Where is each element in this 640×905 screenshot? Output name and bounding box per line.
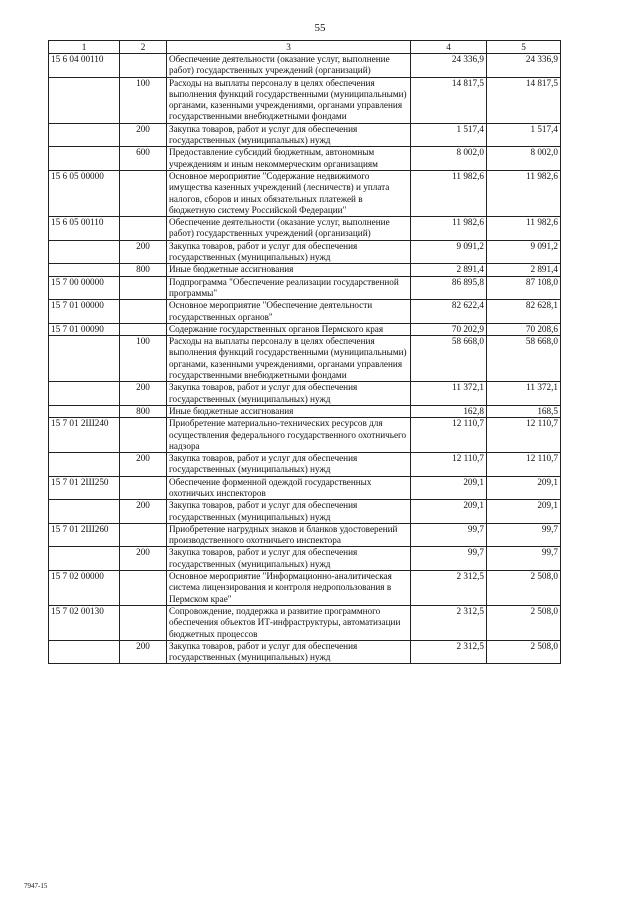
header-row [49, 41, 561, 54]
expense-type-cell: 200 [120, 382, 167, 406]
header-col-4: 4 [411, 41, 487, 54]
amount-year-2-cell: 14 817,5 [487, 77, 561, 123]
amount-year-2-cell: 2 508,0 [487, 640, 561, 664]
item-name-cell: Закупка товаров, работ и услуг для обеспечения государственных (муниципальных) нужд [167, 240, 411, 264]
amount-year-1-cell: 24 336,9 [411, 54, 487, 78]
amount-year-2-cell: 82 628,1 [487, 300, 561, 324]
target-code-cell [49, 123, 120, 147]
expense-type-cell [120, 300, 167, 324]
expense-type-cell: 200 [120, 453, 167, 477]
amount-year-2-cell: 12 110,7 [487, 418, 561, 453]
table-header [49, 41, 561, 54]
amount-year-1-cell: 14 817,5 [411, 77, 487, 123]
target-code-cell: 15 7 02 00130 [49, 605, 120, 640]
amount-year-1-cell: 99,7 [411, 547, 487, 571]
budget-table [48, 40, 561, 664]
target-code-cell [49, 240, 120, 264]
table-row [49, 382, 561, 406]
page-number: 55 [314, 22, 326, 34]
item-name-cell: Расходы на выплаты персоналу в целях обеспечения выполнения функций государственными (муниципальными) органами, казенными учреждениями, органами управления государственными внебюджетными фондами [167, 336, 411, 382]
amount-year-2-cell: 209,1 [487, 500, 561, 524]
amount-year-1-cell: 2 312,5 [411, 640, 487, 664]
expense-type-cell [120, 418, 167, 453]
expense-type-cell: 800 [120, 405, 167, 417]
target-code-cell [49, 547, 120, 571]
item-name-cell: Закупка товаров, работ и услуг для обеспечения государственных (муниципальных) нужд [167, 382, 411, 406]
target-code-cell [49, 264, 120, 276]
target-code-cell [49, 500, 120, 524]
target-code-cell: 15 6 05 00110 [49, 217, 120, 241]
target-code-cell [49, 405, 120, 417]
amount-year-1-cell: 82 622,4 [411, 300, 487, 324]
item-name-cell: Обеспечение деятельности (оказание услуг, выполнение работ) государственных учреждений (организаций) [167, 54, 411, 78]
table-body [49, 54, 561, 664]
item-name-cell: Закупка товаров, работ и услуг для обеспечения государственных (муниципальных) нужд [167, 640, 411, 664]
amount-year-2-cell: 168,5 [487, 405, 561, 417]
amount-year-2-cell: 87 108,0 [487, 276, 561, 300]
amount-year-2-cell: 99,7 [487, 547, 561, 571]
amount-year-1-cell: 11 372,1 [411, 382, 487, 406]
item-name-cell: Приобретение материально-технических ресурсов для осуществления федерального государственного охотничьего надзора [167, 418, 411, 453]
item-name-cell: Обеспечение деятельности (оказание услуг, выполнение работ) государственных учреждений (организаций) [167, 217, 411, 241]
header-col-1: 1 [49, 41, 120, 54]
target-code-cell: 15 7 01 2Ш260 [49, 523, 120, 547]
amount-year-2-cell: 9 091,2 [487, 240, 561, 264]
expense-type-cell [120, 523, 167, 547]
table-row [49, 170, 561, 216]
expense-type-cell [120, 217, 167, 241]
table-row [49, 147, 561, 171]
table-row [49, 547, 561, 571]
header-col-2: 2 [120, 41, 167, 54]
target-code-cell: 15 6 04 00110 [49, 54, 120, 78]
table-row [49, 276, 561, 300]
target-code-cell: 15 7 01 00000 [49, 300, 120, 324]
table-row [49, 123, 561, 147]
table-row [49, 640, 561, 664]
item-name-cell: Иные бюджетные ассигнования [167, 405, 411, 417]
expense-type-cell: 200 [120, 500, 167, 524]
expense-type-cell [120, 605, 167, 640]
item-name-cell: Закупка товаров, работ и услуг для обеспечения государственных (муниципальных) нужд [167, 453, 411, 477]
expense-type-cell: 800 [120, 264, 167, 276]
item-name-cell: Приобретение нагрудных знаков и бланков удостоверений производственного охотничьего инспектора [167, 523, 411, 547]
table-row [49, 264, 561, 276]
table-row [49, 300, 561, 324]
amount-year-1-cell: 2 312,5 [411, 605, 487, 640]
table-row [49, 54, 561, 78]
expense-type-cell [120, 476, 167, 500]
amount-year-1-cell: 2 891,4 [411, 264, 487, 276]
target-code-cell: 15 7 01 2Ш240 [49, 418, 120, 453]
header-col-3: 3 [167, 41, 411, 54]
expense-type-cell: 100 [120, 336, 167, 382]
expense-type-cell: 100 [120, 77, 167, 123]
item-name-cell: Основное мероприятие "Обеспечение деятельности государственных органов" [167, 300, 411, 324]
amount-year-1-cell: 11 982,6 [411, 217, 487, 241]
table-row [49, 476, 561, 500]
item-name-cell: Закупка товаров, работ и услуг для обеспечения государственных (муниципальных) нужд [167, 123, 411, 147]
item-name-cell: Обеспечение форменной одеждой государственных охотничьих инспекторов [167, 476, 411, 500]
amount-year-2-cell: 2 508,0 [487, 605, 561, 640]
amount-year-2-cell: 1 517,4 [487, 123, 561, 147]
target-code-cell [49, 77, 120, 123]
amount-year-2-cell: 2 891,4 [487, 264, 561, 276]
table-row [49, 240, 561, 264]
target-code-cell [49, 336, 120, 382]
expense-type-cell [120, 323, 167, 335]
amount-year-2-cell: 70 208,6 [487, 323, 561, 335]
target-code-cell: 15 7 02 00000 [49, 571, 120, 606]
table-row [49, 453, 561, 477]
amount-year-1-cell: 58 668,0 [411, 336, 487, 382]
item-name-cell: Содержание государственных органов Пермского края [167, 323, 411, 335]
amount-year-2-cell: 8 002,0 [487, 147, 561, 171]
expense-type-cell: 200 [120, 240, 167, 264]
target-code-cell: 15 7 00 00000 [49, 276, 120, 300]
amount-year-2-cell: 12 110,7 [487, 453, 561, 477]
table-row [49, 323, 561, 335]
item-name-cell: Закупка товаров, работ и услуг для обеспечения государственных (муниципальных) нужд [167, 500, 411, 524]
expense-type-cell [120, 170, 167, 216]
footer-code: 7947-15 [24, 882, 48, 890]
amount-year-1-cell: 209,1 [411, 476, 487, 500]
item-name-cell: Основное мероприятие "Содержание недвижимого имущества казенных учреждений (лесничеств) и уплата налогов, сборов и иных обязательных платежей в бюджетную систему Российской Федерации" [167, 170, 411, 216]
item-name-cell: Иные бюджетные ассигнования [167, 264, 411, 276]
amount-year-2-cell: 58 668,0 [487, 336, 561, 382]
amount-year-1-cell: 12 110,7 [411, 453, 487, 477]
expense-type-cell [120, 571, 167, 606]
item-name-cell: Закупка товаров, работ и услуг для обеспечения государственных (муниципальных) нужд [167, 547, 411, 571]
amount-year-1-cell: 2 312,5 [411, 571, 487, 606]
header-col-5: 5 [487, 41, 561, 54]
table-row [49, 217, 561, 241]
item-name-cell: Подпрограмма "Обеспечение реализации государственной программы" [167, 276, 411, 300]
target-code-cell [49, 640, 120, 664]
table-row [49, 418, 561, 453]
expense-type-cell: 200 [120, 547, 167, 571]
amount-year-1-cell: 99,7 [411, 523, 487, 547]
item-name-cell: Расходы на выплаты персоналу в целях обеспечения выполнения функций государственными (муниципальными) органами, казенными учреждениями, органами управления государственными внебюджетными фондами [167, 77, 411, 123]
amount-year-1-cell: 8 002,0 [411, 147, 487, 171]
expense-type-cell: 600 [120, 147, 167, 171]
table-row [49, 405, 561, 417]
target-code-cell [49, 382, 120, 406]
table-row [49, 523, 561, 547]
amount-year-2-cell: 11 372,1 [487, 382, 561, 406]
table-row [49, 605, 561, 640]
amount-year-1-cell: 86 895,8 [411, 276, 487, 300]
amount-year-1-cell: 209,1 [411, 500, 487, 524]
target-code-cell: 15 7 01 00090 [49, 323, 120, 335]
table-row [49, 336, 561, 382]
amount-year-1-cell: 1 517,4 [411, 123, 487, 147]
amount-year-1-cell: 11 982,6 [411, 170, 487, 216]
amount-year-1-cell: 70 202,9 [411, 323, 487, 335]
amount-year-2-cell: 2 508,0 [487, 571, 561, 606]
amount-year-2-cell: 11 982,6 [487, 170, 561, 216]
target-code-cell: 15 7 01 2Ш250 [49, 476, 120, 500]
expense-type-cell [120, 276, 167, 300]
table-row [49, 571, 561, 606]
amount-year-1-cell: 162,8 [411, 405, 487, 417]
amount-year-2-cell: 24 336,9 [487, 54, 561, 78]
amount-year-1-cell: 9 091,2 [411, 240, 487, 264]
expense-type-cell: 200 [120, 123, 167, 147]
amount-year-2-cell: 209,1 [487, 476, 561, 500]
target-code-cell [49, 147, 120, 171]
target-code-cell [49, 453, 120, 477]
expense-type-cell [120, 54, 167, 78]
item-name-cell: Основное мероприятие "Информационно-аналитическая система лицензирования и контроля недропользования в Пермском крае" [167, 571, 411, 606]
expense-type-cell: 200 [120, 640, 167, 664]
table-row [49, 500, 561, 524]
amount-year-1-cell: 12 110,7 [411, 418, 487, 453]
item-name-cell: Предоставление субсидий бюджетным, автономным учреждениям и иным некоммерческим организациям [167, 147, 411, 171]
amount-year-2-cell: 99,7 [487, 523, 561, 547]
item-name-cell: Сопровождение, поддержка и развитие программного обеспечения объектов ИТ-инфраструктуры, автоматизации бюджетных процессов [167, 605, 411, 640]
amount-year-2-cell: 11 982,6 [487, 217, 561, 241]
table-row [49, 77, 561, 123]
target-code-cell: 15 6 05 00000 [49, 170, 120, 216]
